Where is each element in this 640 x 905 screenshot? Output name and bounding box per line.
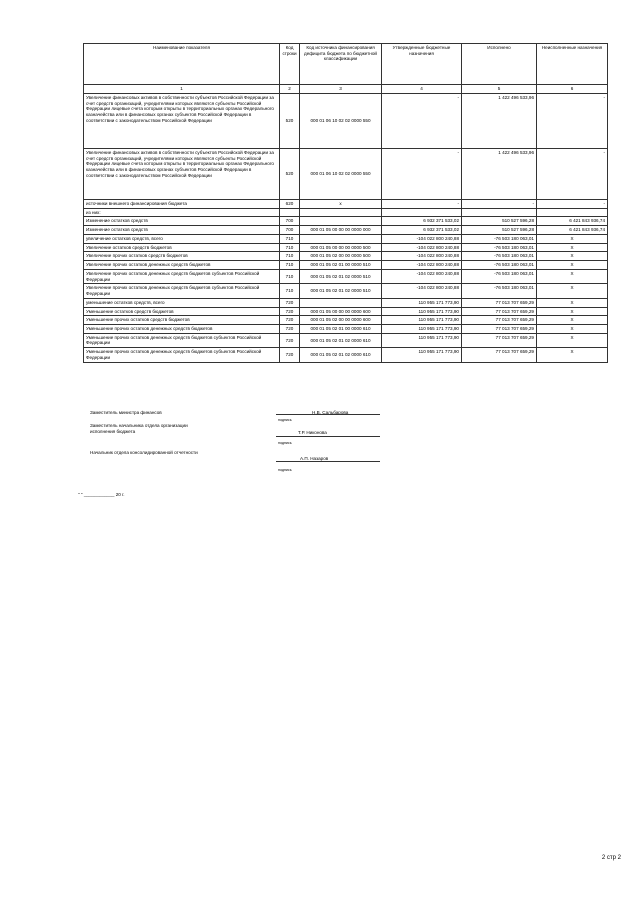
row-name: Увеличение прочих остатков средств бюджетов [84,252,280,261]
signature-line [276,436,380,437]
row-code: 620 [280,200,300,209]
row-unexecuted: X [537,316,608,325]
row-executed: 1 422 496 533,96 [462,94,537,149]
row-executed: -76 503 180 063,01 [462,269,537,283]
row-name: увеличение остатков средств, всего [84,234,280,243]
signer-1-title: Заместитель министра финансов [90,410,162,415]
col-number: 5 [462,85,537,94]
row-source-code: x [300,200,382,209]
row-code: 710 [280,261,300,270]
row-unexecuted: X [537,307,608,316]
row-name: Изменение остатков средств [84,226,280,235]
date-line: " " ____________ 20 г. [78,492,125,497]
row-approved [382,208,462,217]
row-unexecuted: 6 421 843 936,74 [537,226,608,235]
row-approved: 6 932 371 533,02 [382,226,462,235]
table-row [84,261,608,270]
row-executed: 77 013 707 659,29 [462,298,537,307]
row-name: Увеличение прочих остатков денежных средств бюджетов [84,261,280,270]
row-name: Увеличение прочих остатков денежных средств бюджетов субъектов Российской Федерации [84,284,280,298]
row-approved: -104 022 800 240,88 [382,261,462,270]
row-name: источники внешнего финансирования бюджета [84,200,280,209]
row-source-code: 000 01 05 02 01 02 0000 510 [300,284,382,298]
row-approved: 110 955 171 773,90 [382,333,462,347]
row-code: 720 [280,348,300,362]
row-source-code: 000 01 05 02 01 00 0000 610 [300,325,382,334]
table-row [84,333,608,347]
table-row [84,217,608,226]
row-name: Уменьшение прочих остатков денежных средств бюджетов субъектов Российской Федерации [84,348,280,362]
table-row [84,226,608,235]
row-unexecuted: X [537,234,608,243]
signer-1-name: Н.В. Сальбарова [312,410,349,415]
signature-line [276,461,380,462]
table-row [84,348,608,362]
row-name: Уменьшение прочих остатков денежных средств бюджетов [84,325,280,334]
row-source-code [300,298,382,307]
row-code: 720 [280,325,300,334]
row-source-code: 000 01 05 00 00 00 0000 000 [300,226,382,235]
header-approved: Утвержденные бюджетные назначения [382,44,462,85]
row-code: 520 [280,94,300,149]
row-code: 710 [280,243,300,252]
table-row [84,325,608,334]
row-source-code: 000 01 05 00 00 00 0000 600 [300,307,382,316]
table-row [84,94,608,149]
row-source-code: 000 01 05 02 01 02 0000 510 [300,269,382,283]
table-row [84,243,608,252]
row-source-code: 000 01 06 10 02 02 0000 550 [300,149,382,200]
row-unexecuted [537,208,608,217]
row-unexecuted: X [537,261,608,270]
row-code: 520 [280,149,300,200]
signer-3-caption: подпись [278,468,292,472]
row-source-code: 000 01 05 00 00 00 0000 500 [300,243,382,252]
row-code: 700 [280,217,300,226]
row-unexecuted: X [537,243,608,252]
table-row [84,208,608,217]
row-executed: 77 013 707 659,29 [462,316,537,325]
row-code: 710 [280,269,300,283]
row-source-code: 000 01 05 02 01 00 0000 510 [300,261,382,270]
row-code: 720 [280,316,300,325]
col-number: 3 [300,85,382,94]
row-source-code [300,234,382,243]
row-unexecuted: X [537,298,608,307]
row-approved: -104 022 800 240,88 [382,252,462,261]
row-approved: -104 022 800 240,88 [382,243,462,252]
column-number-row [84,85,608,94]
signature-line [276,414,380,415]
row-code: 710 [280,284,300,298]
header-code: Код строки [280,44,300,85]
row-name: Уменьшение остатков средств бюджетов [84,307,280,316]
row-executed: 77 013 707 659,29 [462,348,537,362]
row-unexecuted: 6 421 843 936,74 [537,217,608,226]
row-name: Изменение остатков средств [84,217,280,226]
row-source-code: 000 01 05 02 00 00 0000 600 [300,316,382,325]
row-name: Увеличение финансовых активов в собственности субъектов Российской Федерации за счет средств организаций, учредителями которых являются субъекты Российской Федерации лицевые счета которым открыты в территориальных органах Федерального казначейства или в финансовых органах субъектов Российской Федерации в соответствии с законодательством Российской Федерации [84,149,280,200]
table-row [84,307,608,316]
signer-2-caption: подпись [278,441,292,445]
table-row [84,269,608,283]
row-executed [462,208,537,217]
row-approved: - [382,200,462,209]
col-number: 2 [280,85,300,94]
row-code: 700 [280,226,300,235]
row-executed: -76 503 180 063,01 [462,234,537,243]
row-executed: - [462,200,537,209]
row-name: Увеличение финансовых активов в собственности субъектов Российской Федерации за счет средств организаций, учредителями которых являются субъекты Российской Федерации лицевые счета которым открыты в территориальных органах Федерального казначейства или в финансовых органах субъектов Российской Федерации в соответствии с законодательством Российской Федерации [84,94,280,149]
header-source: Код источника финансирования дефицита бюджета по бюджетной классификации [300,44,382,85]
table-row [84,316,608,325]
report-sheet [83,43,607,363]
table-row [84,298,608,307]
row-executed: 77 013 707 659,29 [462,325,537,334]
signer-2-name: Т.Р. Никонова [298,430,327,435]
row-source-code: 000 01 05 02 01 02 0000 610 [300,348,382,362]
row-approved: 110 955 171 773,90 [382,316,462,325]
table-row [84,284,608,298]
row-unexecuted: X [537,325,608,334]
table-row [84,234,608,243]
header-unexecuted: Неисполненные назначения [537,44,608,85]
sources-table [83,43,608,363]
row-code [280,208,300,217]
row-executed: 77 013 707 659,29 [462,333,537,347]
row-executed: -76 503 180 063,01 [462,284,537,298]
row-code: 720 [280,333,300,347]
row-unexecuted: - [537,94,608,149]
row-executed: 1 422 496 533,96 [462,149,537,200]
col-number: 6 [537,85,608,94]
row-executed: 510 527 596,28 [462,217,537,226]
row-code: 710 [280,234,300,243]
row-unexecuted: X [537,333,608,347]
signer-2-title: Заместитель начальника отдела организации исполнения бюджета [90,423,188,434]
row-name: из них: [84,208,280,217]
signer-3-name: А.П. Назаров [300,456,329,461]
row-unexecuted: - [537,149,608,200]
page-number: 2 стр 2 [601,855,621,861]
row-unexecuted: X [537,284,608,298]
row-approved: -104 022 800 240,88 [382,234,462,243]
row-unexecuted: X [537,348,608,362]
signer-3-title: Начальник отдела консолидированной отчетности [90,450,198,455]
col-number: 1 [84,85,280,94]
row-unexecuted: - [537,200,608,209]
row-unexecuted: X [537,252,608,261]
row-name: Уменьшение прочих остатков денежных средств бюджетов субъектов Российской Федерации [84,333,280,347]
row-code: 710 [280,252,300,261]
row-approved: 110 955 171 773,90 [382,298,462,307]
row-source-code: 000 01 06 10 02 02 0000 550 [300,94,382,149]
row-executed: 510 527 596,28 [462,226,537,235]
row-code: 720 [280,298,300,307]
row-approved: - [382,94,462,149]
header-name: Наименование показателя [84,44,280,85]
row-source-code [300,217,382,226]
row-name: уменьшение остатков средств, всего [84,298,280,307]
row-name: Уменьшение прочих остатков средств бюджетов [84,316,280,325]
row-approved: -104 022 800 240,88 [382,269,462,283]
signer-1-caption: подпись [278,418,292,422]
table-row [84,200,608,209]
header-executed: Исполнено [462,44,537,85]
row-approved: 110 955 171 773,90 [382,348,462,362]
row-name: Увеличение остатков средств бюджетов [84,243,280,252]
row-executed: -76 503 180 063,01 [462,243,537,252]
row-approved: 6 932 371 533,02 [382,217,462,226]
row-approved: 110 955 171 773,90 [382,325,462,334]
row-executed: -76 503 180 063,01 [462,252,537,261]
row-approved: 110 955 171 773,90 [382,307,462,316]
row-unexecuted: X [537,269,608,283]
header-row [84,44,608,85]
row-approved: - [382,149,462,200]
table-row [84,252,608,261]
row-source-code: 000 01 05 02 00 00 0000 500 [300,252,382,261]
row-source-code [300,208,382,217]
table-row [84,149,608,200]
row-executed: -76 503 180 063,01 [462,261,537,270]
col-number: 4 [382,85,462,94]
row-executed: 77 013 707 659,29 [462,307,537,316]
row-approved: -104 022 800 240,88 [382,284,462,298]
row-name: Увеличение прочих остатков денежных средств бюджетов субъектов Российской Федерации [84,269,280,283]
row-source-code: 000 01 05 02 01 02 0000 610 [300,333,382,347]
row-code: 720 [280,307,300,316]
